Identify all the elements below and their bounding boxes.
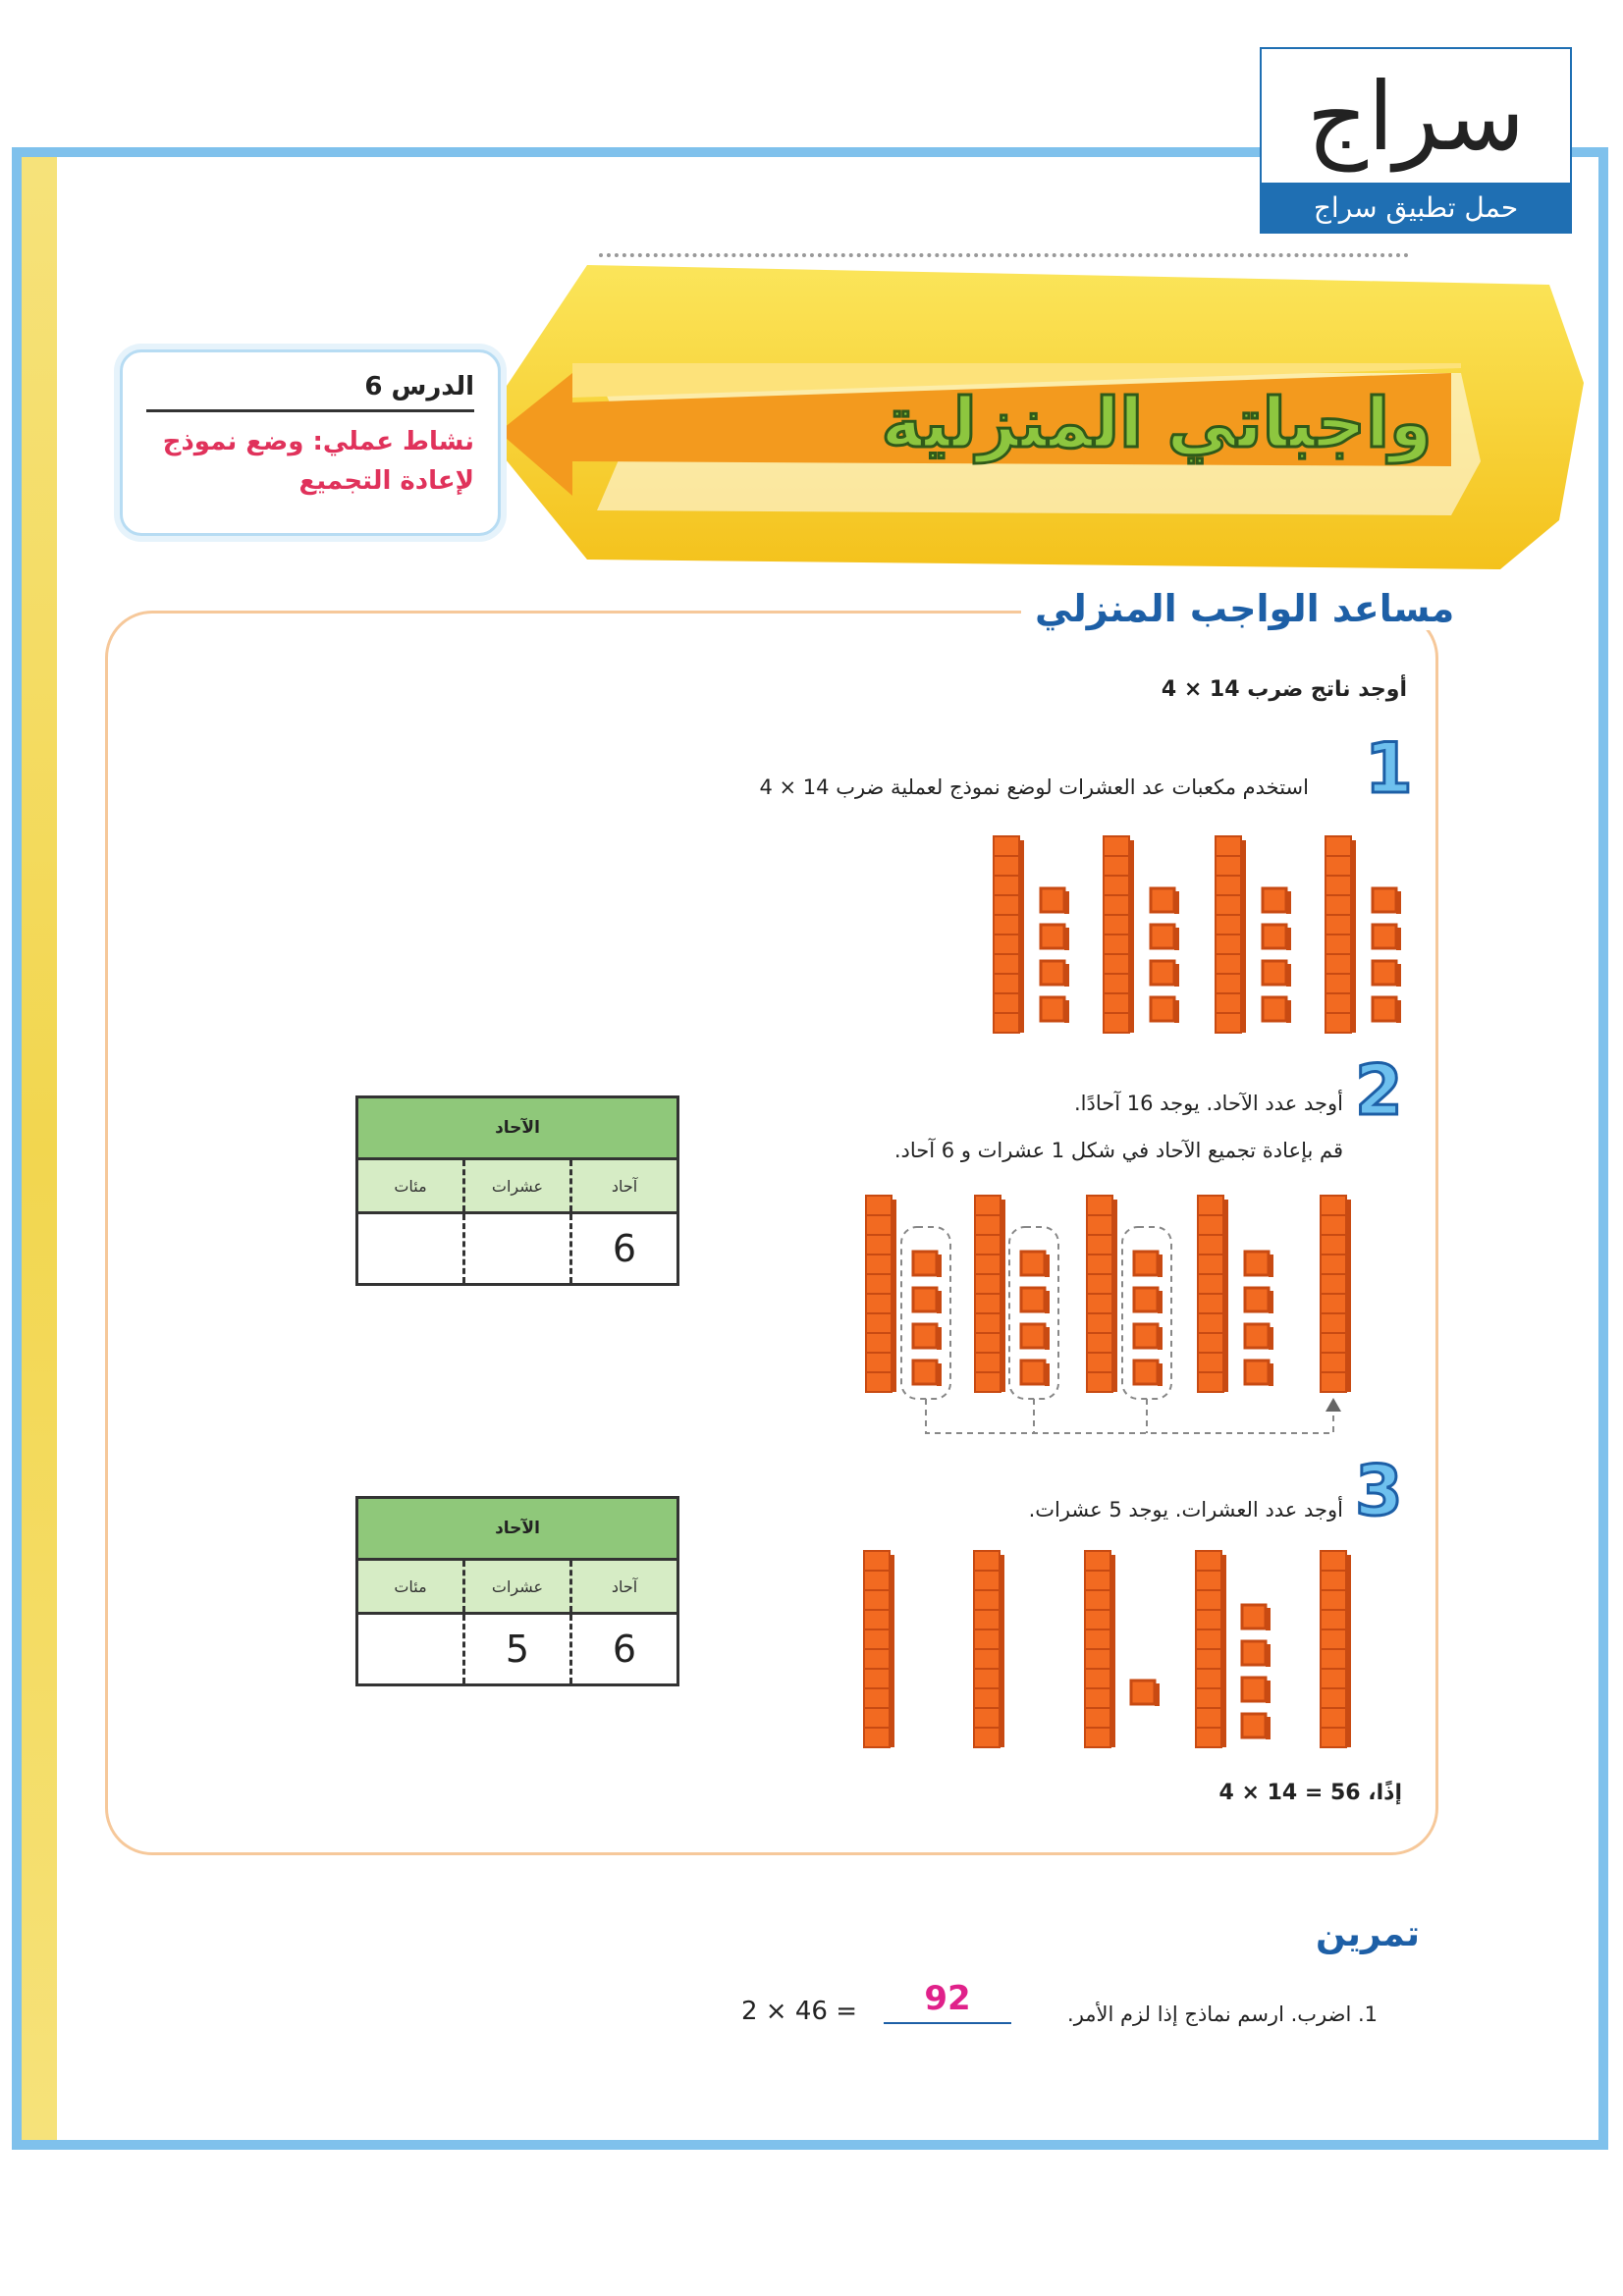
table-1-val-hundreds [358,1214,465,1283]
ones-cube [1041,997,1069,1023]
ones-cube [1242,1641,1271,1667]
ones-cube [1373,925,1401,950]
ones-cube [1134,1288,1163,1313]
place-value-table-2 [355,1496,679,1686]
ones-cube [1263,888,1291,914]
ones-cube [913,1252,942,1277]
lesson-number: الدرس 6 [146,372,474,412]
ones-cube [1021,1324,1050,1350]
table-2-val-ones: 6 [612,1628,637,1671]
ones-cube [1041,888,1069,914]
tens-rod [1198,1196,1228,1392]
step-1-text: استخدم مكعبات عد العشرات لوضع نموذج لعملية ضرب 14 × 4 [759,775,1309,799]
tens-rod [866,1196,896,1392]
tens-rod [994,836,1024,1033]
ones-cube [1245,1252,1273,1277]
tens-rod [1325,836,1356,1033]
exercise-title: تمرين [1316,1914,1420,1954]
ones-cube [1263,925,1291,950]
tens-rod [1196,1551,1226,1747]
ones-cube [1151,961,1179,987]
ones-cube [1263,997,1291,1023]
ones-cube [1041,961,1069,987]
ones-cube [1373,997,1401,1023]
regroup-arrow-branches [1034,1399,1147,1433]
tens-rod [975,1196,1005,1392]
step-2-line-1: أوجد عدد الآحاد. يوجد 16 آحادًا. [1073,1092,1343,1115]
logo-tagline: حمل تطبيق سراج [1262,183,1570,232]
place-value-table-1 [355,1095,679,1286]
logo-name: سراج [1306,62,1526,172]
table-2-col-ones: آحاد [611,1576,638,1596]
table-2-header: الآحاد [358,1499,676,1561]
ones-cube [1373,961,1401,987]
helper-intro: أوجد ناتج ضرب 14 × 4 [1161,677,1407,702]
tens-rod [1085,1551,1115,1747]
ones-cube [1242,1714,1271,1739]
step-3-text: أوجد عدد العشرات. يوجد 5 عشرات. [1028,1498,1343,1522]
ones-cube [1245,1288,1273,1313]
table-1-col-tens: عشرات [465,1160,572,1211]
exercise-expression: 2 × 46 = [741,1997,857,2026]
ones-cube [1041,925,1069,950]
ones-cube [913,1288,942,1313]
table-1-header: الآحاد [358,1098,676,1160]
ones-cube [1245,1361,1273,1386]
tens-rod [864,1551,894,1747]
ones-cube [1131,1681,1160,1706]
ones-cube [1151,925,1179,950]
ones-cube [1245,1324,1273,1350]
helper-title: مساعد الواجب المنزلي [1021,587,1468,630]
table-1-val-ones: 6 [612,1227,637,1270]
tens-rod [1087,1196,1117,1392]
ones-cube [1151,888,1179,914]
ones-cube [913,1361,942,1386]
ones-cube [1242,1605,1271,1630]
ones-cube [1021,1288,1050,1313]
table-1-col-hundreds: مئات [358,1160,465,1211]
ones-cube [1134,1252,1163,1277]
table-2-val-hundreds [358,1615,465,1683]
ones-cube [1151,997,1179,1023]
step-3-number: 3 [1355,1451,1403,1531]
table-2-val-tens: 5 [465,1615,572,1683]
ones-cube [913,1324,942,1350]
ones-cube [1373,888,1401,914]
step-2-number: 2 [1355,1050,1403,1131]
table-2-col-tens: عشرات [465,1561,572,1612]
regroup-arrow-path [926,1399,1333,1433]
lesson-title: نشاط عملي: وضع نموذج لإعادة التجميع [162,427,474,496]
ones-cube [1242,1678,1271,1703]
conclusion-text: إذًا، 56 = 14 × 4 [1218,1781,1402,1805]
ones-cube [1263,961,1291,987]
tens-rod [1216,836,1246,1033]
exercise-item: 1. اضرب. ارسم نماذج إذا لزم الأمر. [1067,2002,1378,2026]
banner-title: واجباتي المنزلية [881,383,1433,463]
answer-field[interactable]: 92 [884,1979,1011,2024]
ones-cube [1134,1361,1163,1386]
tens-rod [1104,836,1134,1033]
step-2-line-2: قم بإعادة تجميع الآحاد في شكل 1 عشرات و 6 آحاد. [893,1139,1343,1162]
arrow-head-icon [1325,1398,1341,1412]
ones-cube [1021,1361,1050,1386]
tens-rod [1321,1196,1351,1392]
table-1-val-tens [465,1214,572,1283]
table-2-col-hundreds: مئات [358,1561,465,1612]
ones-cube [1134,1324,1163,1350]
tens-rod [1321,1551,1351,1747]
step-1-number: 1 [1365,728,1413,809]
tens-rod [974,1551,1004,1747]
table-1-col-ones: آحاد [611,1176,638,1196]
ones-cube [1021,1252,1050,1277]
